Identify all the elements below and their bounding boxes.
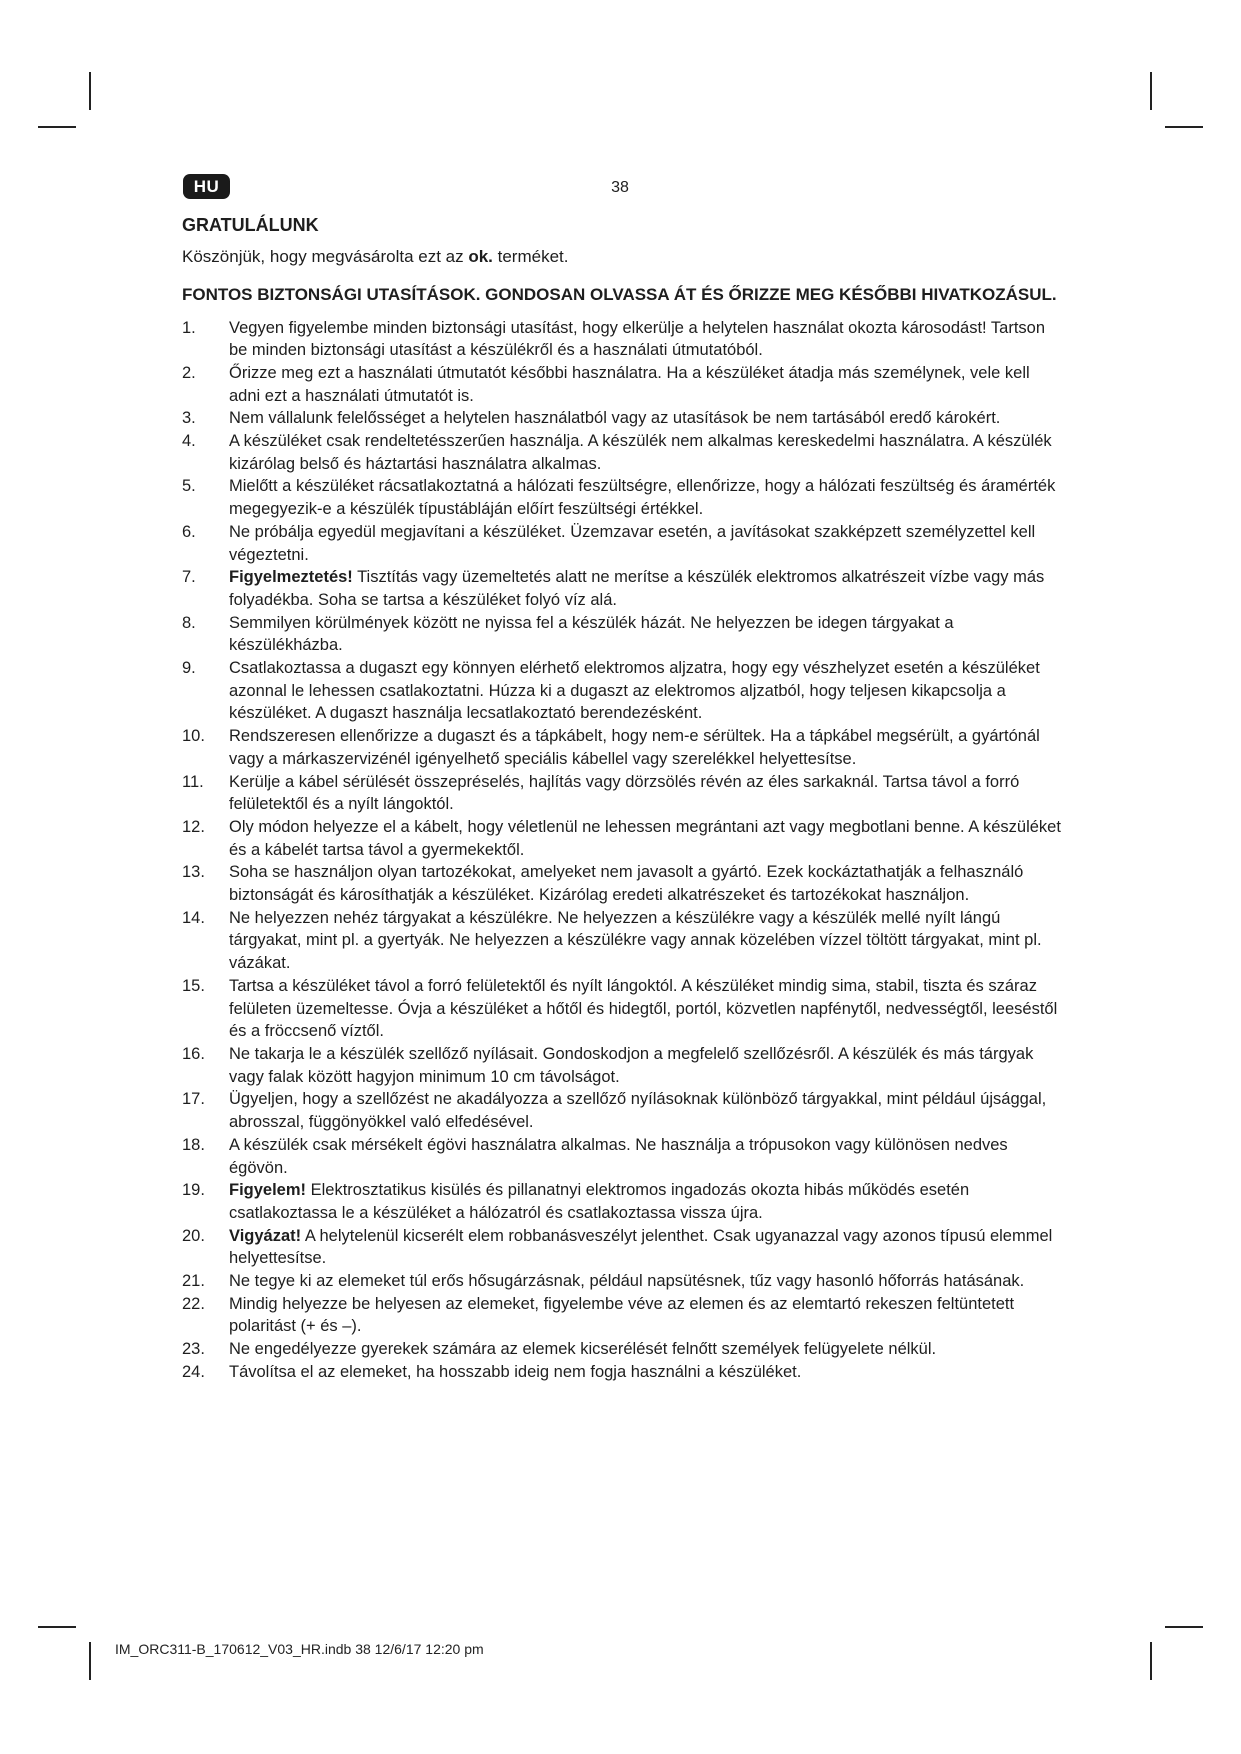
list-item <box>182 407 1062 430</box>
list-item-number: 11. <box>182 772 204 791</box>
brand-name: ok. <box>468 247 493 266</box>
list-item <box>182 1225 1062 1270</box>
list-item-number: 22. <box>182 1294 205 1313</box>
list-item <box>182 861 1062 906</box>
list-item-text: A készülék csak mérsékelt égövi használatra alkalmas. Ne használja a trópusokon vagy különösen nedves égövön. <box>229 1135 1008 1177</box>
list-item-number: 5. <box>182 477 196 496</box>
list-item <box>182 907 1062 975</box>
crop-mark <box>1165 126 1203 128</box>
crop-mark <box>89 1642 91 1680</box>
safety-heading: FONTOS BIZTONSÁGI UTASÍTÁSOK. GONDOSAN OLVASSA ÁT ÉS ŐRIZZE MEG KÉSŐBBI HIVATKOZÁSUL. <box>182 285 1057 304</box>
list-item-text: Ne takarja le a készülék szellőző nyílásait. Gondoskodjon a megfelelő szellőzésről. A készülék és más tárgyak vagy falak között hagyjon minimum 10 cm távolságot. <box>229 1045 1034 1086</box>
list-item-body <box>227 521 1062 566</box>
list-item <box>182 317 1062 362</box>
list-item-text: A készüléket csak rendeltetésszerűen használja. A készülék nem alkalmas kereskedelmi használatra. A készülék kizárólag belső és háztartási használatra alkalmas. <box>229 432 1052 473</box>
list-item <box>182 1361 1062 1384</box>
list-item-number: 2. <box>182 363 196 382</box>
thanks-text-after: terméket. <box>492 247 569 266</box>
list-item-text: Mielőtt a készüléket rácsatlakoztatná a hálózati feszültségre, ellenőrizze, hogy a hálózati feszültség és áramérték megegyezik-e a készülék típustábláján előírt feszültségi értékkel. <box>229 477 1056 519</box>
list-item <box>182 1134 1062 1179</box>
list-item-body <box>227 907 1062 975</box>
list-item-body <box>227 725 1062 770</box>
thanks-text-before: Köszönjük, hogy megvásárolta ezt az <box>182 247 469 266</box>
list-item-text: Ne próbálja egyedül megjavítani a készüléket. Üzemzavar esetén, a javításokat szakképzett személyzettel kell végeztetni. <box>229 522 1036 564</box>
list-item-number: 20. <box>182 1226 205 1245</box>
list-item <box>182 566 1062 611</box>
list-item-number: 3. <box>182 409 196 428</box>
list-item <box>182 1043 1062 1088</box>
crop-mark <box>38 1626 76 1628</box>
print-slug: IM_ORC311-B_170612_V03_HR.indb 38 12/6/17 12:20 pm <box>115 1641 484 1657</box>
list-item-body <box>227 1043 1062 1088</box>
list-item-body <box>227 1225 1062 1270</box>
list-item-body <box>227 816 1062 861</box>
list-item <box>182 816 1062 861</box>
list-item-text: A helytelenül kicserélt elem robbanásveszélyt jelenthet. Csak ugyanazzal vagy azonos típusú elemmel helyettesítse. <box>229 1226 1053 1268</box>
list-item-body <box>227 362 1062 407</box>
list-item-body <box>227 771 1062 816</box>
language-badge: HU <box>183 174 230 199</box>
list-item <box>182 1088 1062 1133</box>
list-item-text: Rendszeresen ellenőrizze a dugaszt és a tápkábelt, hogy nem-e sérültek. Ha a tápkábel megsérült, a gyártónál vagy a márkaszervizénél igényelhető speciális kábellel vagy szerelékkel helyettesítse. <box>229 727 1040 768</box>
list-item-number: 19. <box>182 1181 205 1200</box>
list-item-number: 12. <box>182 817 205 836</box>
list-item-text: Oly módon helyezze el a kábelt, hogy véletlenül ne lehessen megrántani azt vagy megbotlani benne. A készüléket és a kábelét tartsa távol a gyermekektől. <box>229 817 1061 859</box>
list-item <box>182 521 1062 566</box>
list-item <box>182 771 1062 816</box>
list-item-number: 24. <box>182 1362 205 1381</box>
list-item-body <box>227 975 1062 1043</box>
list-item <box>182 362 1062 407</box>
list-item-text: Távolítsa el az elemeket, ha hosszabb ideig nem fogja használni a készüléket. <box>229 1362 802 1381</box>
list-item <box>182 725 1062 770</box>
list-item-text: Csatlakoztassa a dugaszt egy könnyen elérhető elektromos aljzatra, hogy egy vészhelyzet esetén a készüléket azonnal le lehessen csatlakoztatni. Húzza ki a dugaszt az elektromos aljzatból, hogy teljesen kikapcsolja a készüléket. A dugaszt használja lecsatlakoztató berendezésként. <box>229 659 1040 723</box>
list-item <box>182 612 1062 657</box>
page-title: GRATULÁLUNK <box>182 215 319 235</box>
list-item-number: 8. <box>182 613 196 632</box>
list-item-body <box>227 1361 1062 1384</box>
list-item-text: Őrizze meg ezt a használati útmutatót későbbi használatra. Ha a készüléket átadja más személynek, vele kell adni ezt a használati útmutatót is. <box>229 363 1030 405</box>
list-item <box>182 1270 1062 1293</box>
list-item <box>182 1338 1062 1361</box>
list-item-body <box>227 1293 1062 1338</box>
list-item-number: 16. <box>182 1045 205 1063</box>
list-item-text: Elektrosztatikus kisülés és pillanatnyi elektromos ingadozás okozta hibás működés esetén csatlakoztassa le a készüléket a hálózatról és csatlakoztassa vissza újra. <box>229 1181 970 1222</box>
list-item-text: Kerülje a kábel sérülését összepréselés, hajlítás vagy dörzsölés révén az éles sarkaknál. Tartsa távol a forró felületektől és a nyílt lángoktól. <box>229 772 1020 814</box>
list-item <box>182 1179 1062 1224</box>
list-item <box>182 1293 1062 1338</box>
list-item-body <box>227 566 1062 611</box>
list-item-text: Semmilyen körülmények között ne nyissa fel a készülék házát. Ne helyezzen be idegen tárgyakat a készülékházba. <box>229 613 954 655</box>
list-item-text: Nem vállalunk felelősséget a helytelen használatból vagy az utasítások be nem tartásából eredő károkért. <box>229 409 1001 428</box>
list-item-body <box>227 430 1062 475</box>
crop-mark <box>1165 1626 1203 1628</box>
list-item-body <box>227 1088 1062 1133</box>
list-item <box>182 430 1062 475</box>
list-item-warning-label: Vigyázat! <box>229 1226 302 1245</box>
thanks-line <box>182 246 1062 268</box>
list-item-number: 23. <box>182 1340 205 1359</box>
list-item-text: Soha se használjon olyan tartozékokat, amelyeket nem javasolt a gyártó. Ezek kockáztathatják a felhasználó biztonságát és károsíthatják a készüléket. Kizárólag eredeti alkatrészeket és tartozékokat használjon. <box>229 863 1024 905</box>
list-item-body <box>227 317 1062 362</box>
list-item-number: 10. <box>182 727 205 746</box>
list-item-warning-label: Figyelem! <box>229 1181 307 1200</box>
list-item-number: 17. <box>182 1090 205 1109</box>
list-item-number: 9. <box>182 659 196 678</box>
document-body <box>182 214 1062 1384</box>
page-number: 38 <box>611 179 629 196</box>
list-item-body <box>227 1338 1062 1361</box>
list-item-number: 14. <box>182 908 205 927</box>
list-item <box>182 657 1062 725</box>
list-item-number: 15. <box>182 976 205 995</box>
list-item-text: Tisztítás vagy üzemeltetés alatt ne merítse a készülék elektromos alkatrészeit vízbe vagy más folyadékba. Soha se tartsa a készüléket folyó víz alá. <box>229 568 1045 609</box>
list-item-text: Tartsa a készüléket távol a forró felületektől és nyílt lángoktól. A készüléket mindig sima, stabil, tiszta és száraz felületen üzemeltesse. Óvja a készüléket a hőtől és hidegtől, portól, közvetlen napfénytől, nedvességtől, leeséstől és a fröccsenő víztől. <box>229 976 1058 1041</box>
crop-mark <box>89 72 91 110</box>
list-item-body <box>227 612 1062 657</box>
list-item-body <box>227 861 1062 906</box>
list-item-body <box>227 1179 1062 1224</box>
list-item-body <box>227 407 1062 430</box>
list-item-number: 21. <box>182 1272 205 1291</box>
safety-list <box>182 317 1062 1384</box>
list-item-number: 1. <box>182 318 196 337</box>
list-item <box>182 975 1062 1043</box>
list-item-warning-label: Figyelmeztetés! <box>229 568 353 587</box>
list-item-number: 6. <box>182 522 196 541</box>
list-item-body <box>227 1270 1062 1293</box>
list-item-text: Mindig helyezze be helyesen az elemeket, figyelembe véve az elemen és az elemtartó rekeszen feltüntetett polaritást (+ és –). <box>229 1294 1015 1336</box>
list-item-text: Ne engedélyezze gyerekek számára az elemek kicserélését felnőtt személyek felügyelete nélkül. <box>229 1340 937 1359</box>
list-item-body <box>227 475 1062 520</box>
list-item-number: 7. <box>182 568 196 587</box>
list-item-text: Ne helyezzen nehéz tárgyakat a készülékre. Ne helyezzen a készülékre vagy a készülék mellé nyílt lángú tárgyakat, mint pl. a gyertyák. Ne helyezzen a készülékre vagy annak közelében vízzel töltött tárgyakat, mint pl. vázákat. <box>229 908 1042 973</box>
list-item <box>182 475 1062 520</box>
crop-mark <box>1150 1642 1152 1680</box>
crop-mark <box>38 126 76 128</box>
list-item-body <box>227 1134 1062 1179</box>
list-item-body <box>227 657 1062 725</box>
list-item-text: Ne tegye ki az elemeket túl erős hősugárzásnak, például napsütésnek, tűz vagy hasonló hőforrás hatásának. <box>229 1272 1025 1291</box>
crop-mark <box>1150 72 1152 110</box>
list-item-text: Vegyen figyelembe minden biztonsági utasítást, hogy elkerülje a helytelen használat okozta károsodást! Tartson be minden biztonsági utasítást a készülékről és a használati útmutatóból. <box>229 318 1046 360</box>
list-item-number: 13. <box>182 863 205 882</box>
list-item-text: Ügyeljen, hogy a szellőzést ne akadályozza a szellőző nyílásoknak különböző tárgyakkal, mint például újsággal, abrosszal, függönyökkel való elfedésével. <box>229 1090 1047 1132</box>
list-item-number: 18. <box>182 1135 205 1154</box>
list-item-number: 4. <box>182 432 196 451</box>
